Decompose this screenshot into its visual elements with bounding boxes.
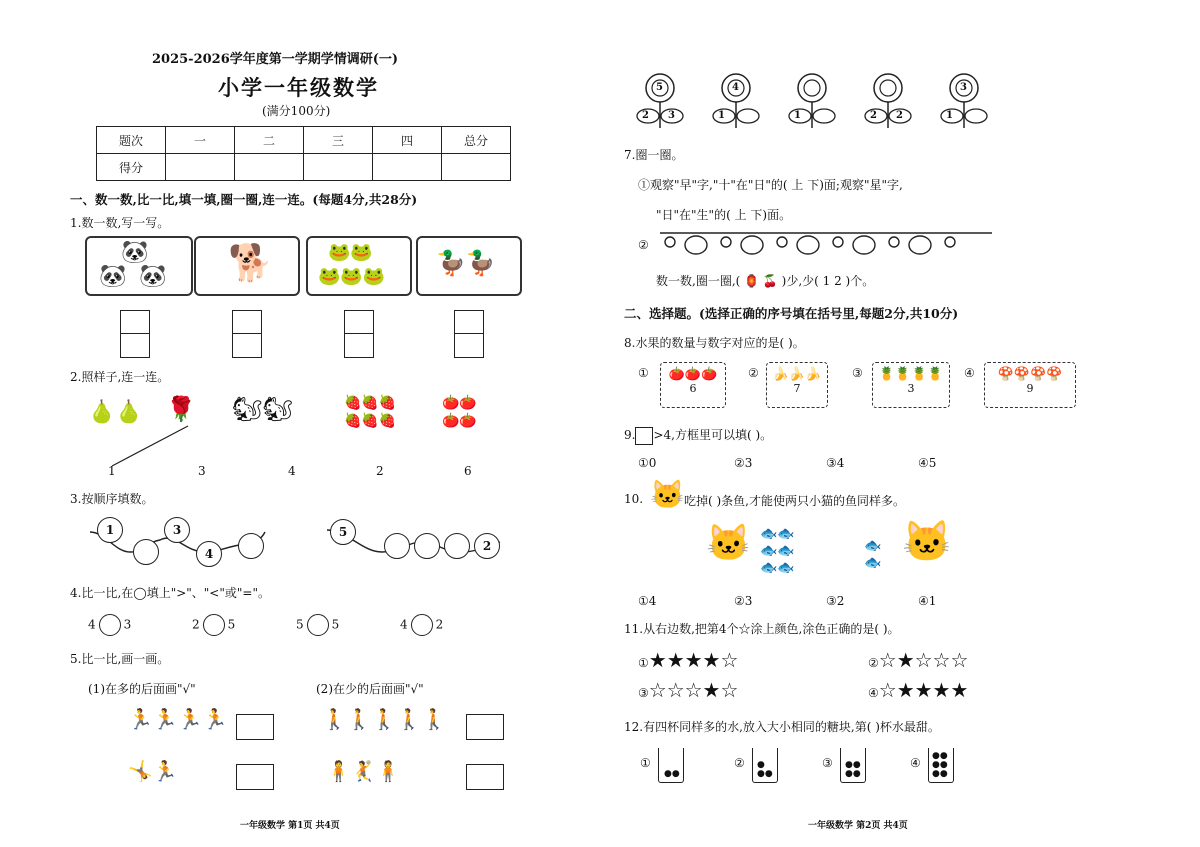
q2-text: 2.照样子,连一连。 — [70, 370, 170, 384]
cat-icon: 🐱 — [902, 519, 952, 565]
score-head: 题次 — [97, 127, 166, 154]
q5-part-2: (2)在少的后面画"√" — [316, 682, 424, 696]
q10-option[interactable]: ②3 — [734, 594, 753, 608]
q9-text — [624, 426, 772, 445]
flower-number: 2 — [870, 110, 877, 121]
q11-option[interactable] — [868, 678, 968, 702]
q2-number[interactable]: 3 — [198, 464, 206, 478]
check-box[interactable] — [236, 714, 274, 740]
cherry-icon — [665, 237, 675, 247]
compare-right: 5 — [331, 617, 340, 632]
children-walking-icon: 🚶🚶🚶🚶🚶 — [322, 707, 447, 731]
compare-left: 2 — [192, 617, 200, 632]
lantern-cherry-row — [660, 230, 1000, 260]
fish-icon: 🐟 🐟 — [864, 538, 882, 571]
q8-option-number: 7 — [793, 382, 801, 395]
option-label: ① — [638, 656, 649, 670]
compare-left: 4 — [400, 617, 408, 632]
compare-left: 4 — [88, 617, 96, 632]
fish-icon: 🐟🐟 🐟🐟 🐟🐟 — [760, 526, 795, 576]
compare-left: 5 — [296, 617, 304, 632]
option-label: ③ — [638, 686, 649, 700]
q8-option-label: ④ — [964, 366, 975, 380]
score-cell[interactable] — [166, 154, 235, 181]
cup-icon[interactable] — [928, 748, 954, 783]
exam-title: 小学一年级数学 — [218, 75, 379, 100]
option-label: ④ — [868, 686, 879, 700]
page-footer: 一年级数学 第2页 共4页 — [808, 821, 908, 831]
q8-text: 8.水果的数量与数字对应的是( )。 — [624, 336, 805, 350]
flower-number: 2 — [642, 110, 649, 121]
q5-part-1: (1)在多的后面画"√" — [88, 682, 196, 696]
q8-option-label: ③ — [852, 366, 863, 380]
q3-text: 3.按顺序填数。 — [70, 492, 154, 506]
flower-head — [874, 74, 902, 102]
compare-item — [192, 614, 235, 636]
children-jumping-rope-icon: 🧍🤾🧍 — [326, 759, 401, 783]
q2-number[interactable]: 6 — [464, 464, 472, 478]
score-head: 四 — [373, 127, 442, 154]
q8-option-box[interactable] — [660, 362, 726, 408]
cup-icon[interactable] — [752, 748, 778, 783]
q11-option[interactable] — [638, 648, 738, 672]
score-head: 三 — [304, 127, 373, 154]
rose-icon: 🌹 — [166, 395, 196, 423]
stars-row: ☆★★★★ — [878, 678, 969, 702]
q7-part-2-label: ② — [638, 238, 649, 252]
answer-box-pandas[interactable] — [120, 310, 150, 358]
duck-icon: 🦆🦆 — [436, 249, 496, 277]
compare-right: 5 — [227, 617, 236, 632]
flower-number: 1 — [794, 110, 801, 121]
flower-leaf-right — [813, 109, 835, 123]
chain-circle-blank[interactable] — [238, 533, 264, 559]
q4-text: 4.比一比,在◯填上">"、"<"或"="。 — [70, 586, 270, 600]
q10-option[interactable]: ①4 — [638, 594, 657, 608]
picture-box-frogs — [306, 236, 412, 296]
check-box[interactable] — [466, 714, 504, 740]
flower-head — [798, 74, 826, 102]
compare-circle[interactable] — [307, 614, 329, 636]
check-box[interactable] — [466, 764, 504, 790]
flower-number: 1 — [718, 110, 725, 121]
q9-tail: >4,方框里可以填( )。 — [653, 428, 773, 442]
sugar-cube-icon: ●● ●● ●● — [932, 751, 948, 779]
compare-circle[interactable] — [411, 614, 433, 636]
q10-number: 10. — [624, 492, 644, 506]
q9-option[interactable]: ④5 — [918, 456, 937, 470]
compare-right: 2 — [435, 617, 444, 632]
score-cell[interactable] — [442, 154, 511, 181]
chain-circle: 3 — [164, 517, 190, 543]
q9-option[interactable]: ③4 — [826, 456, 845, 470]
page-2 — [600, 0, 1200, 847]
option-label: ② — [868, 656, 879, 670]
flower-center — [804, 80, 820, 96]
q2-number[interactable]: 4 — [288, 464, 296, 478]
cup-icon[interactable] — [658, 748, 684, 783]
q8-option-number: 9 — [1026, 382, 1034, 395]
flower-number: 2 — [896, 110, 903, 121]
q8-option-number: 6 — [689, 382, 697, 395]
panda-icon: 🐼 — [139, 264, 167, 289]
q11-option[interactable] — [638, 678, 738, 702]
q2-number[interactable]: 1 — [108, 464, 116, 478]
picture-box-pandas — [85, 236, 193, 296]
section-2-heading: 二、选择题。(选择正确的序号填在括号里,每题2分,共10分) — [624, 306, 959, 321]
chain-circle-blank[interactable] — [384, 533, 410, 559]
sugar-cube-icon: ●● ●● — [845, 760, 861, 779]
q7-part-1a: ①观察"早"字,"十"在"日"的( 上 下)面;观察"星"字, — [638, 178, 903, 192]
answer-box-ducks[interactable] — [454, 310, 484, 358]
score-cell[interactable] — [235, 154, 304, 181]
mushroom-icon: 🍄🍄🍄🍄 — [997, 367, 1063, 382]
compare-right: 3 — [123, 617, 132, 632]
section-1-heading: 一、数一数,比一比,填一填,圈一圈,连一连。(每题4分,共28分) — [70, 192, 418, 207]
q5-text: 5.比一比,画一画。 — [70, 652, 170, 666]
q9-option[interactable]: ②3 — [734, 456, 753, 470]
q8-option-box[interactable] — [984, 362, 1076, 408]
strawberry-icon: 🍓🍓🍓 🍓🍓🍓 — [344, 395, 397, 429]
banana-icon: 🍌🍌🍌 — [772, 367, 822, 382]
exam-header: 2025-2026学年度第一学期学情调研(一) — [152, 52, 399, 67]
apple-icon: 🍅🍅🍅 — [668, 367, 718, 382]
cherry-icon — [833, 237, 843, 247]
squirrel-icon: 🐿🐿 — [232, 395, 293, 423]
q12-option-label: ② — [734, 756, 745, 770]
pineapple-icon: 🍍🍍🍍🍍 — [878, 367, 944, 382]
sugar-cube-icon: ●● — [664, 769, 680, 779]
cherry-icon — [721, 237, 731, 247]
flower-leaf-right — [965, 109, 987, 123]
lantern-icon — [685, 236, 707, 254]
stars-row: ★★★★☆ — [648, 648, 739, 672]
lantern-icon — [853, 236, 875, 254]
chain-circle-blank[interactable] — [414, 533, 440, 559]
flower-center — [880, 80, 896, 96]
sugar-cube-icon: ● ●● — [757, 760, 773, 779]
flower-number: 1 — [946, 110, 953, 121]
score-head: 总分 — [442, 127, 511, 154]
flower-number: 4 — [732, 82, 739, 93]
q8-option-number: 3 — [907, 382, 915, 395]
frog-icon: 🐸🐸🐸 — [318, 266, 386, 287]
compare-item — [400, 614, 443, 636]
q8-option-box[interactable] — [872, 362, 950, 408]
flower-number: 5 — [656, 82, 663, 93]
cat-icon: 🐱 — [706, 523, 751, 564]
q1-text: 1.数一数,写一写。 — [70, 216, 170, 230]
score-label: 得分 — [97, 154, 166, 181]
q8-option-box[interactable] — [766, 362, 828, 408]
q10-text: 吃掉( )条鱼,才能使两只小猫的鱼同样多。 — [684, 494, 905, 508]
panda-icon: 🐼 — [99, 264, 127, 289]
flower-number: 3 — [668, 110, 675, 121]
chain-circle: 2 — [474, 533, 500, 559]
lantern-icon — [909, 236, 931, 254]
compare-circle[interactable] — [203, 614, 225, 636]
answer-box-frogs[interactable] — [344, 310, 374, 358]
chain-circle: 4 — [196, 541, 222, 567]
q8-option-label: ① — [638, 366, 649, 380]
cat-icon: 🐱 — [650, 478, 685, 511]
q7-part-2-text: 数一数,圈一圈,( 🏮 🍒 )少,少( 1 2 )个。 — [656, 274, 875, 288]
children-playing-icon: 🤸🏃 — [128, 759, 178, 783]
score-cell[interactable] — [304, 154, 373, 181]
tomato-icon: 🍅🍅 🍅🍅 — [442, 395, 477, 429]
children-running-icon: 🏃🏃🏃🏃 — [128, 707, 228, 731]
q12-option-label: ① — [640, 756, 651, 770]
stars-row: ☆★☆☆☆ — [878, 648, 969, 672]
score-cell[interactable] — [373, 154, 442, 181]
flowers-row — [630, 72, 1030, 132]
pear-icon: 🍐🍐 — [88, 400, 143, 425]
q2-number[interactable]: 2 — [376, 464, 384, 478]
panda-icon: 🐼 — [121, 240, 149, 265]
answer-box-dog[interactable] — [232, 310, 262, 358]
score-table — [96, 126, 511, 181]
q10-option[interactable]: ④1 — [918, 594, 937, 608]
score-head: 二 — [235, 127, 304, 154]
q9-option[interactable]: ①0 — [638, 456, 657, 470]
connect-line-example — [100, 420, 210, 470]
q11-text: 11.从右边数,把第4个☆涂上颜色,涂色正确的是( )。 — [624, 622, 900, 636]
check-box[interactable] — [236, 764, 274, 790]
q9-number: 9. — [624, 428, 636, 442]
compare-item — [296, 614, 339, 636]
dog-icon: 🐕 — [228, 243, 273, 284]
q7-part-1b: "日"在"生"的( 上 下)面。 — [656, 208, 792, 222]
lantern-icon — [797, 236, 819, 254]
q12-option-label: ④ — [910, 756, 921, 770]
stars-row: ☆☆☆★☆ — [648, 678, 739, 702]
compare-circle[interactable] — [99, 614, 121, 636]
full-score: (满分100分) — [262, 104, 331, 118]
flower-leaf-right — [737, 109, 759, 123]
q8-option-label: ② — [748, 366, 759, 380]
flower-number: 3 — [960, 82, 967, 93]
cherry-icon — [945, 237, 955, 247]
chain-circle: 5 — [330, 519, 356, 545]
cherry-icon — [889, 237, 899, 247]
q12-option-label: ③ — [822, 756, 833, 770]
q9-blank-box[interactable] — [635, 427, 653, 445]
q11-option[interactable] — [868, 648, 968, 672]
picture-box-dog — [194, 236, 300, 296]
chain-circle-blank[interactable] — [444, 533, 470, 559]
page-footer: 一年级数学 第1页 共4页 — [240, 821, 340, 831]
score-head: 一 — [166, 127, 235, 154]
cup-icon[interactable] — [840, 748, 866, 783]
frog-icon: 🐸🐸 — [328, 242, 373, 263]
q7-text: 7.圈一圈。 — [624, 148, 684, 162]
lantern-icon — [741, 236, 763, 254]
compare-item — [88, 614, 131, 636]
chain-circle: 1 — [97, 517, 123, 543]
cherry-icon — [777, 237, 787, 247]
chain-circle-blank[interactable] — [133, 539, 159, 565]
q12-text: 12.有四杯同样多的水,放入大小相同的糖块,第( )杯水最甜。 — [624, 720, 940, 734]
q10-option[interactable]: ③2 — [826, 594, 845, 608]
picture-box-ducks — [416, 236, 522, 296]
